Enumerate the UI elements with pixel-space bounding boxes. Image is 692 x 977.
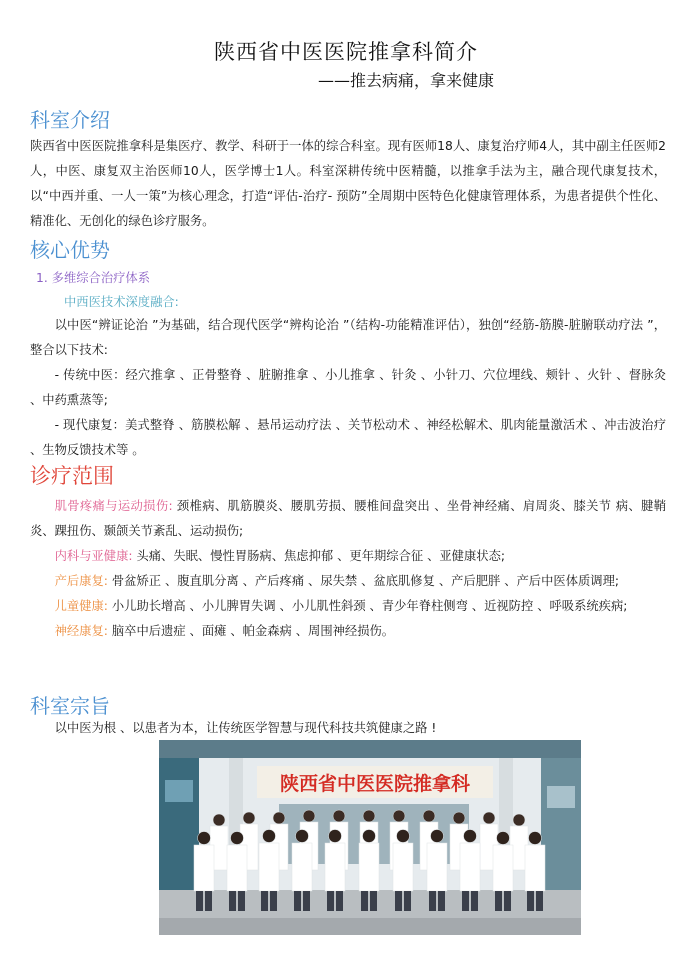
- team-photo: [159, 740, 581, 935]
- advantage-modern: - 现代康复：美式整脊 、筋膜松解 、悬吊运动疗法 、关节松动术 、神经松解术、肌肉能量激活术 、冲击波治疗 、生物反馈技术等 。: [30, 418, 666, 457]
- diagnosis-item: [30, 594, 666, 619]
- diagnosis-item: [30, 494, 666, 544]
- mission-text: 以中医为根 、以患者为本，让传统医学智慧与现代科技共筑健康之路 !: [54, 721, 437, 735]
- diagnosis-label: 儿童健康:: [54, 599, 108, 613]
- team-photo-illustration: [159, 740, 581, 935]
- intro-paragraph: [30, 134, 666, 234]
- document-title: 陕西省中医医院推拿科简介: [214, 40, 478, 64]
- diagnosis-item: [30, 544, 666, 569]
- diagnosis-item: [30, 619, 666, 644]
- advantage-tcm: - 传统中医：经穴推拿 、正骨整脊 、脏腑推拿 、小儿推拿 、针灸 、小针刀、穴位埋线、颊针 、火针 、督脉灸 、中药熏蒸等;: [30, 368, 666, 407]
- intro-text: 陕西省中医医院推拿科是集医疗、教学、科研于一体的综合科室。现有医师18人、康复治疗师4人，其中副主任医师2人，中医、康复双主治医师10人，医学博士1人。科室深耕传统中医精髓，以推拿手法为主，融合现代康复技术，以“中西并重、一人一策”为核心理念，打造“评估-治疗- 预防”全周期中医特色化健康管理体系，为患者提供个性化、精准化、无创化的绿色诊疗服务。: [30, 139, 666, 228]
- diagnosis-text: 头痛、失眠、慢性胃肠病、焦虑抑郁 、更年期综合征 、亚健康状态;: [132, 549, 506, 563]
- section-heading-intro: 科室介绍: [30, 108, 110, 132]
- advantage-subtitle: 中西医技术深度融合:: [64, 295, 179, 309]
- mission-paragraph: [30, 716, 666, 741]
- diagnosis-label: 神经康复:: [54, 624, 108, 638]
- diagnosis-label: 肌骨疼痛与运动损伤:: [54, 499, 173, 513]
- diagnosis-text: 颈椎病、肌筋膜炎、腰肌劳损、腰椎间盘突出 、坐骨神经痛、肩周炎、膝关节 病、腱鞘炎、踝扭伤、颞颌关节紊乱、运动损伤;: [30, 499, 666, 538]
- diagnosis-text: 小儿助长增高 、小儿脾胃失调 、小儿肌性斜颈 、青少年脊柱侧弯 、近视防控 、呼吸系统疾病;: [107, 599, 628, 613]
- diagnosis-label: 产后康复:: [54, 574, 108, 588]
- advantage-body: [30, 313, 666, 463]
- advantage-item-title: 1. 多维综合治疗体系: [36, 271, 151, 285]
- diagnosis-text: 脑卒中后遗症 、面瘫 、帕金森病 、周围神经损伤。: [107, 624, 395, 638]
- diagnosis-list: [30, 494, 666, 644]
- section-heading-advantages: 核心优势: [30, 238, 110, 262]
- hospital-sign: 陕西省中医医院推拿科: [279, 773, 471, 795]
- section-heading-diagnosis: 诊疗范围: [30, 464, 114, 488]
- diagnosis-label: 内科与亚健康:: [54, 549, 133, 563]
- section-heading-mission: 科室宗旨: [30, 694, 110, 718]
- document-subtitle: ——推去病痛，拿来健康: [318, 71, 495, 90]
- diagnosis-item: [30, 569, 666, 594]
- diagnosis-text: 骨盆矫正 、腹直肌分离 、产后疼痛 、尿失禁 、盆底肌修复 、产后肥胖 、产后中医体质调理;: [107, 574, 620, 588]
- advantage-text: 以中医“辨证论治 ”为基础，结合现代医学“辨构论治 ”（结构-功能精准评估），独创“经筋-筋膜-脏腑联动疗法 ”，整合以下技术:: [30, 318, 666, 357]
